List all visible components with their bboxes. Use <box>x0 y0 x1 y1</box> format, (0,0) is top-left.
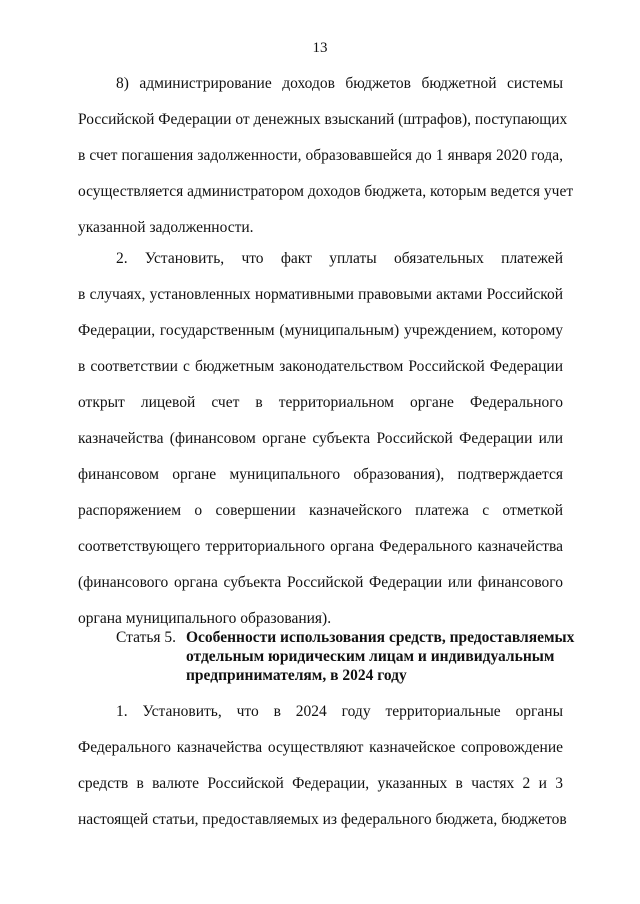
article-heading <box>186 628 575 685</box>
text-line: осуществляется администратором доходов бюджета, которым ведется учет <box>78 183 574 200</box>
text-line: соответствующего территориального органа Федерального казначейства <box>78 538 563 555</box>
article-label: Статья 5. <box>116 629 177 646</box>
text-line: в соответствии с бюджетным законодательством Российской Федерации <box>78 358 563 375</box>
text-line: распоряжением о совершении казначейского платежа с отметкой <box>78 502 563 519</box>
text-line: в счет погашения задолженности, образовавшейся до 1 января 2020 года, <box>78 147 563 164</box>
text-line: 8) администрирование доходов бюджетов бюджетной системы <box>116 75 563 92</box>
text-line: (финансового органа субъекта Российской Федерации или финансового <box>78 574 563 591</box>
text-line: средств в валюте Российской Федерации, указанных в частях 2 и 3 <box>78 775 563 792</box>
paragraph-article-5-1 <box>78 694 567 838</box>
text-line: Федерации, государственным (муниципальным) учреждением, которому <box>78 322 563 339</box>
text-line: Федерального казначейства осуществляют казначейское сопровождение <box>78 739 563 756</box>
text-line: настоящей статьи, предоставляемых из федерального бюджета, бюджетов <box>78 811 567 828</box>
text-line: 1. Установить, что в 2024 году территориальные органы <box>116 703 563 720</box>
paragraph-2 <box>78 241 563 637</box>
text-line: казначейства (финансовом органе субъекта Российской Федерации или <box>78 430 563 447</box>
paragraph-item-8 <box>78 66 574 246</box>
heading-line: предпринимателям, в 2024 году <box>186 667 407 684</box>
text-line: указанной задолженности. <box>78 219 254 236</box>
text-line: органа муниципального образования). <box>78 610 332 627</box>
heading-line: отдельным юридическим лицам и индивидуальным <box>186 648 555 665</box>
text-line: открыт лицевой счет в территориальном органе Федерального <box>78 394 563 411</box>
page-number: 13 <box>312 40 328 56</box>
heading-line: Особенности использования средств, предоставляемых <box>186 629 575 646</box>
text-line: финансовом органе муниципального образования), подтверждается <box>78 466 563 483</box>
text-line: Российской Федерации от денежных взысканий (штрафов), поступающих <box>78 111 568 128</box>
text-line: 2. Установить, что факт уплаты обязательных платежей <box>116 250 563 267</box>
article-5-heading-block <box>116 628 575 685</box>
text-line: в случаях, установленных нормативными правовыми актами Российской <box>78 286 563 303</box>
